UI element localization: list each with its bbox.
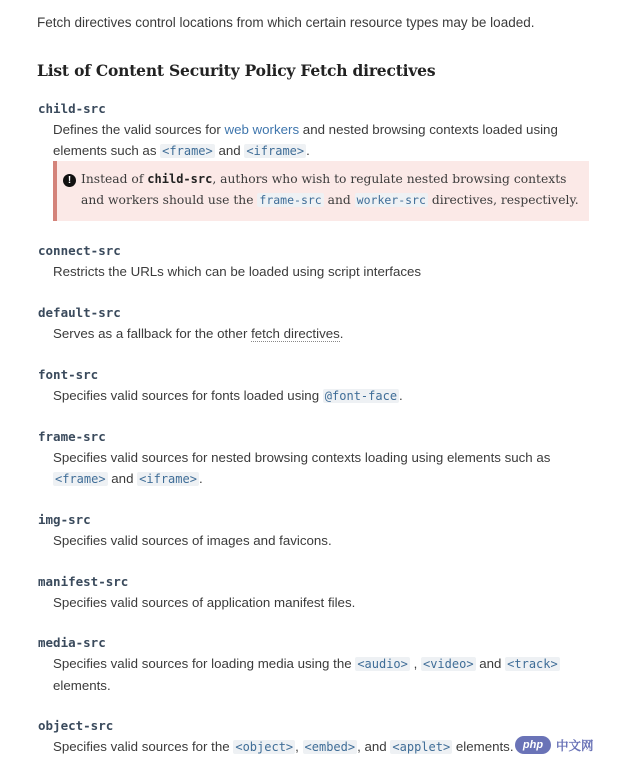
note-text <box>81 169 581 211</box>
note-keyword: child-src <box>147 172 213 186</box>
desc-text: Specifies valid sources for the <box>53 739 234 754</box>
code-iframe[interactable]: <iframe> <box>139 472 197 486</box>
desc-connect-src: Restricts the URLs which can be loaded using script interfaces <box>53 264 422 279</box>
exclamation-icon: ! <box>63 174 76 187</box>
code-frame: <frame> <box>162 144 213 158</box>
code-iframe: <iframe> <box>246 144 305 158</box>
desc-child-src <box>53 119 598 162</box>
desc-text: . <box>339 326 344 341</box>
code-audio[interactable]: <audio> <box>357 657 408 671</box>
code-frame[interactable]: <frame> <box>55 472 106 486</box>
code-frame-src[interactable]: frame-src <box>259 193 322 207</box>
term-manifest-src: manifest-src <box>38 574 129 589</box>
term-media-src: media-src <box>38 635 106 650</box>
desc-text: elements. <box>53 678 111 693</box>
desc-manifest-src: Specifies valid sources of application manifest files. <box>53 595 356 610</box>
web-workers-link[interactable]: web workers <box>224 122 300 137</box>
intro-text: Fetch directives control locations from which certain resource types may be loaded. <box>37 15 535 30</box>
desc-text: elements. <box>452 739 514 754</box>
desc-text: Specifies valid sources for fonts loaded using <box>53 388 323 403</box>
note-part: Instead of <box>81 172 148 186</box>
desc-img-src: Specifies valid sources of images and favicons. <box>53 533 332 548</box>
term-frame-src: frame-src <box>38 429 106 444</box>
desc-font-src <box>53 385 598 407</box>
desc-text: . <box>198 471 203 486</box>
code-video[interactable]: <video> <box>422 657 474 671</box>
desc-text: . <box>306 143 310 158</box>
desc-default-src <box>53 323 598 344</box>
code-applet[interactable]: <applet> <box>392 740 451 754</box>
term-font-src: font-src <box>38 367 99 382</box>
desc-text: and <box>214 143 245 158</box>
desc-text: and <box>107 471 138 486</box>
desc-media-src <box>53 653 598 696</box>
desc-text: . <box>399 388 403 403</box>
code-worker-src[interactable]: worker-src <box>356 193 426 207</box>
code-font-face[interactable]: @font-face <box>324 389 398 403</box>
term-child-src: child-src <box>38 101 106 116</box>
desc-text: , and <box>357 739 391 754</box>
code-object[interactable]: <object> <box>235 740 294 754</box>
term-default-src: default-src <box>38 305 121 320</box>
desc-text: , <box>409 656 421 671</box>
desc-text: and nested browsing contexts loaded using elements such as <box>53 122 558 158</box>
note-part: and <box>323 193 355 207</box>
desc-text: Serves as a fallback for the other <box>53 326 252 341</box>
term-object-src: object-src <box>38 718 114 733</box>
note-part: , authors who wish to regulate nested browsing contexts and workers should use the <box>81 172 567 207</box>
code-embed[interactable]: <embed> <box>304 740 356 754</box>
php-logo: php <box>515 736 551 754</box>
note-box <box>53 161 589 221</box>
term-connect-src: connect-src <box>38 243 121 258</box>
desc-text: Specifies valid sources for nested browsing contexts loading using elements such as <box>53 450 551 465</box>
watermark <box>515 735 594 755</box>
section-heading: List of Content Security Policy Fetch directives <box>37 61 436 80</box>
note-part: directives, respectively. <box>427 193 579 207</box>
code-track[interactable]: <track> <box>507 657 558 671</box>
term-img-src: img-src <box>38 512 91 527</box>
watermark-text: 中文网 <box>556 739 594 753</box>
desc-text: Defines the valid sources for <box>53 122 225 137</box>
fetch-directives-term[interactable]: fetch directives <box>251 326 340 341</box>
desc-text: Specifies valid sources for loading media using the <box>53 656 356 671</box>
desc-text: , <box>295 739 303 754</box>
desc-frame-src <box>53 447 598 490</box>
desc-text: and <box>475 656 506 671</box>
